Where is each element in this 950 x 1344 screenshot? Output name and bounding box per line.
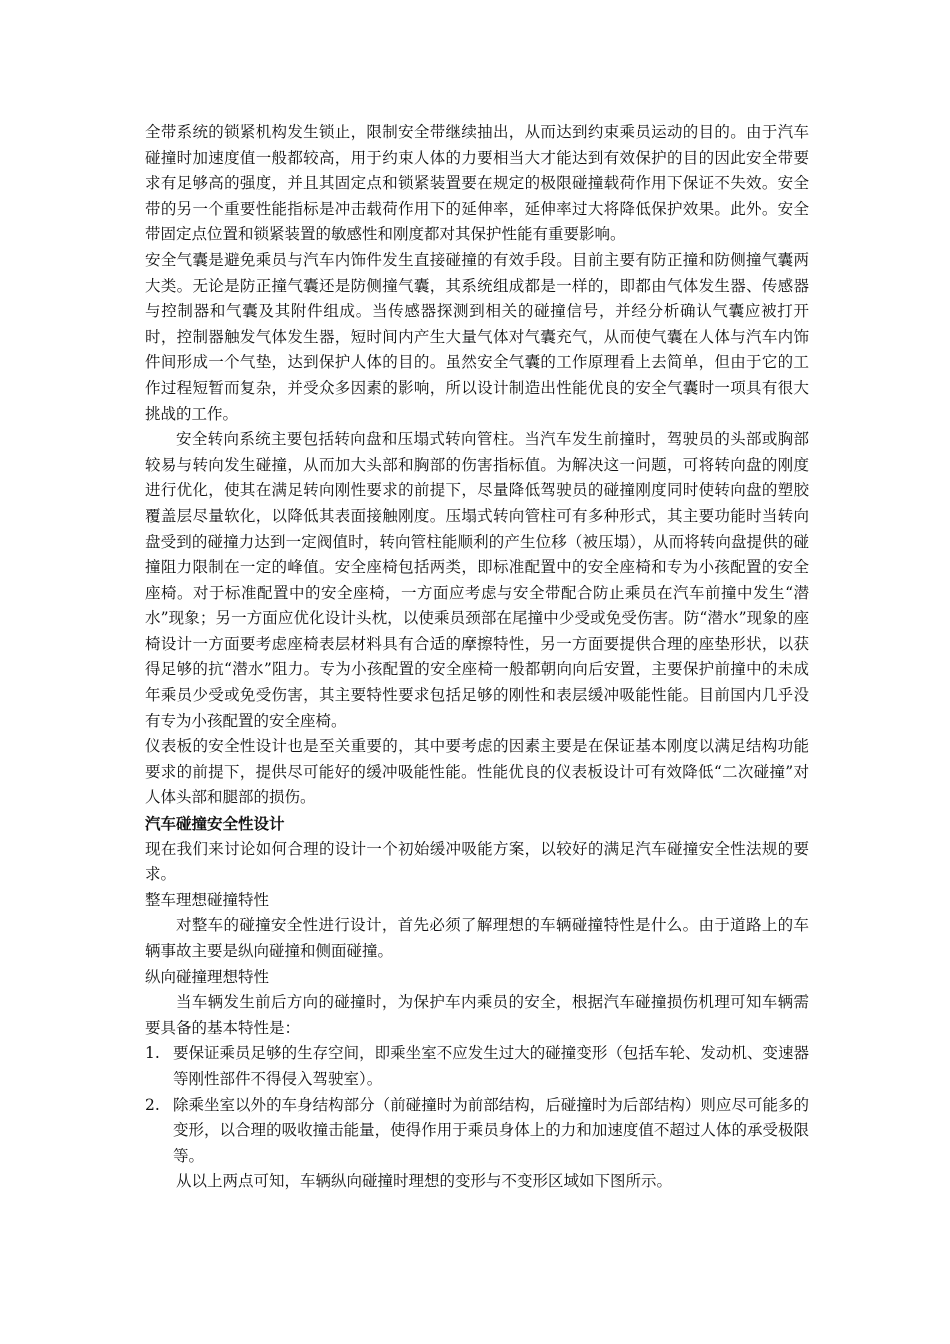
paragraph-seatbelt: 全带系统的锁紧机构发生锁止，限制安全带继续抽出，从而达到约束乘员运动的目的。由于汽车碰撞时加速度值一般都较高，用于约束人体的力要相当大才能达到有效保护的目的因此安全带要求有足够高的强度，并且其固定点和锁紧装置要在规定的极限碰撞载荷作用下保证不失效。安全带的另一个重要性能指标是冲击载荷作用下的延伸率，延伸率过大将降低保护效果。此外。安全带固定点位置和锁紧装置的敏感性和刚度都对其保护性能有重要影响。 bbox=[145, 123, 809, 244]
paragraph-steering-seat: 安全转向系统主要包括转向盘和压塌式转向管柱。当汽车发生前撞时，驾驶员的头部或胸部较易与转向发生碰撞，从而加大头部和胸部的伤害指标值。为解决这一问题，可将转向盘的刚度进行优化，使其在满足转向刚性要求的前提下，尽量降低驾驶员的碰撞刚度同时使转向盘的塑胶覆盖层尽量软化，以降低其表面接触刚度。压塌式转向管柱可有多种形式，其主要功能时当转向盘受到的碰撞力达到一定阀值时，转向管柱能顺利的产生位移（被压塌），从而将转向盘提供的碰撞阻力限制在一定的峰值。安全座椅包括两类，即标准配置中的安全座椅和专为小孩配置的安全座椅。对于标准配置中的安全座椅，一方面应考虑与安全带配合防止乘员在汽车前撞中发生“潜水”现象；另一方面应优化设计头枕，以使乘员颈部在尾撞中少受或免受伤害。防“潜水”现象的座椅设计一方面要考虑座椅表层材料具有合适的摩擦特性，另一方面要提供合理的座垫形状，以获得足够的抗“潜水”阻力。专为小孩配置的安全座椅一般都朝向向后安置，主要保护前撞中的未成年乘员少受或免受伤害，其主要特性要求包括足够的刚性和表层缓冲吸能性能。目前国内几乎没有专为小孩配置的安全座椅。 bbox=[145, 430, 809, 730]
section-heading-crash-safety-design: 汽车碰撞安全性设计 bbox=[145, 814, 285, 834]
list-item-text: 要保证乘员足够的生存空间，即乘坐室不应发生过大的碰撞变形（包括车轮、发动机、变速器等刚性部件不得侵入驾驶室）。 bbox=[173, 1044, 809, 1088]
paragraph-airbag: 安全气囊是避免乘员与汽车内饰件发生直接碰撞的有效手段。目前主要有防正撞和防侧撞气囊两大类。无论是防正撞气囊还是防侧撞气囊，其系统组成都是一样的，即都由气体发生器、传感器与控制器和气囊及其附件组成。当传感器探测到相关的碰撞信号，并经分析确认气囊应被打开时，控制器触发气体发生器，短时间内产生大量气体对气囊充气，从而使气囊在人体与汽车内饰件间形成一个气垫，达到保护人体的目的。虽然安全气囊的工作原理看上去简单，但由于它的工作过程短暂而复杂，并受众多因素的影响，所以设计制造出性能优良的安全气囊时一项具有很大挑战的工作。 bbox=[145, 250, 809, 423]
paragraph-conclusion: 从以上两点可知，车辆纵向碰撞时理想的变形与不变形区域如下图所示。 bbox=[176, 1172, 673, 1191]
list-item-number: 1. bbox=[145, 1044, 160, 1063]
list-item bbox=[145, 1093, 809, 1170]
document-page bbox=[145, 120, 809, 1195]
paragraph-dashboard: 仪表板的安全性设计也是至关重要的，其中要考虑的因素主要是在保证基本刚度以满足结构功能要求的前提下，提供尽可能好的缓冲吸能性能。性能优良的仪表板设计可有效降低“二次碰撞”对人体头部和腿部的损伤。 bbox=[145, 737, 809, 807]
list-item-number: 2. bbox=[145, 1095, 160, 1114]
subheading-ideal-crash-characteristics: 整车理想碰撞特性 bbox=[145, 890, 270, 909]
paragraph-intro: 现在我们来讨论如何合理的设计一个初始缓冲吸能方案，以较好的满足汽车碰撞安全性法规的要求。 bbox=[145, 839, 809, 884]
list-item-text: 除乘坐室以外的车身结构部分（前碰撞时为前部结构，后碰撞时为后部结构）则应尽可能多的变形，以合理的吸收撞击能量，使得作用于乘员身体上的力和加速度值不超过人体的承受极限等。 bbox=[173, 1095, 809, 1165]
requirements-list bbox=[145, 1041, 809, 1169]
subheading-longitudinal-crash: 纵向碰撞理想特性 bbox=[145, 967, 270, 986]
paragraph-vehicle-crash: 对整车的碰撞安全性进行设计，首先必须了解理想的车辆碰撞特性是什么。由于道路上的车辆事故主要是纵向碰撞和侧面碰撞。 bbox=[145, 916, 809, 960]
list-item bbox=[145, 1041, 809, 1092]
paragraph-longitudinal-intro: 当车辆发生前后方向的碰撞时，为保护车内乘员的安全，根据汽车碰撞损伤机理可知车辆需要具备的基本特性是： bbox=[145, 993, 809, 1037]
